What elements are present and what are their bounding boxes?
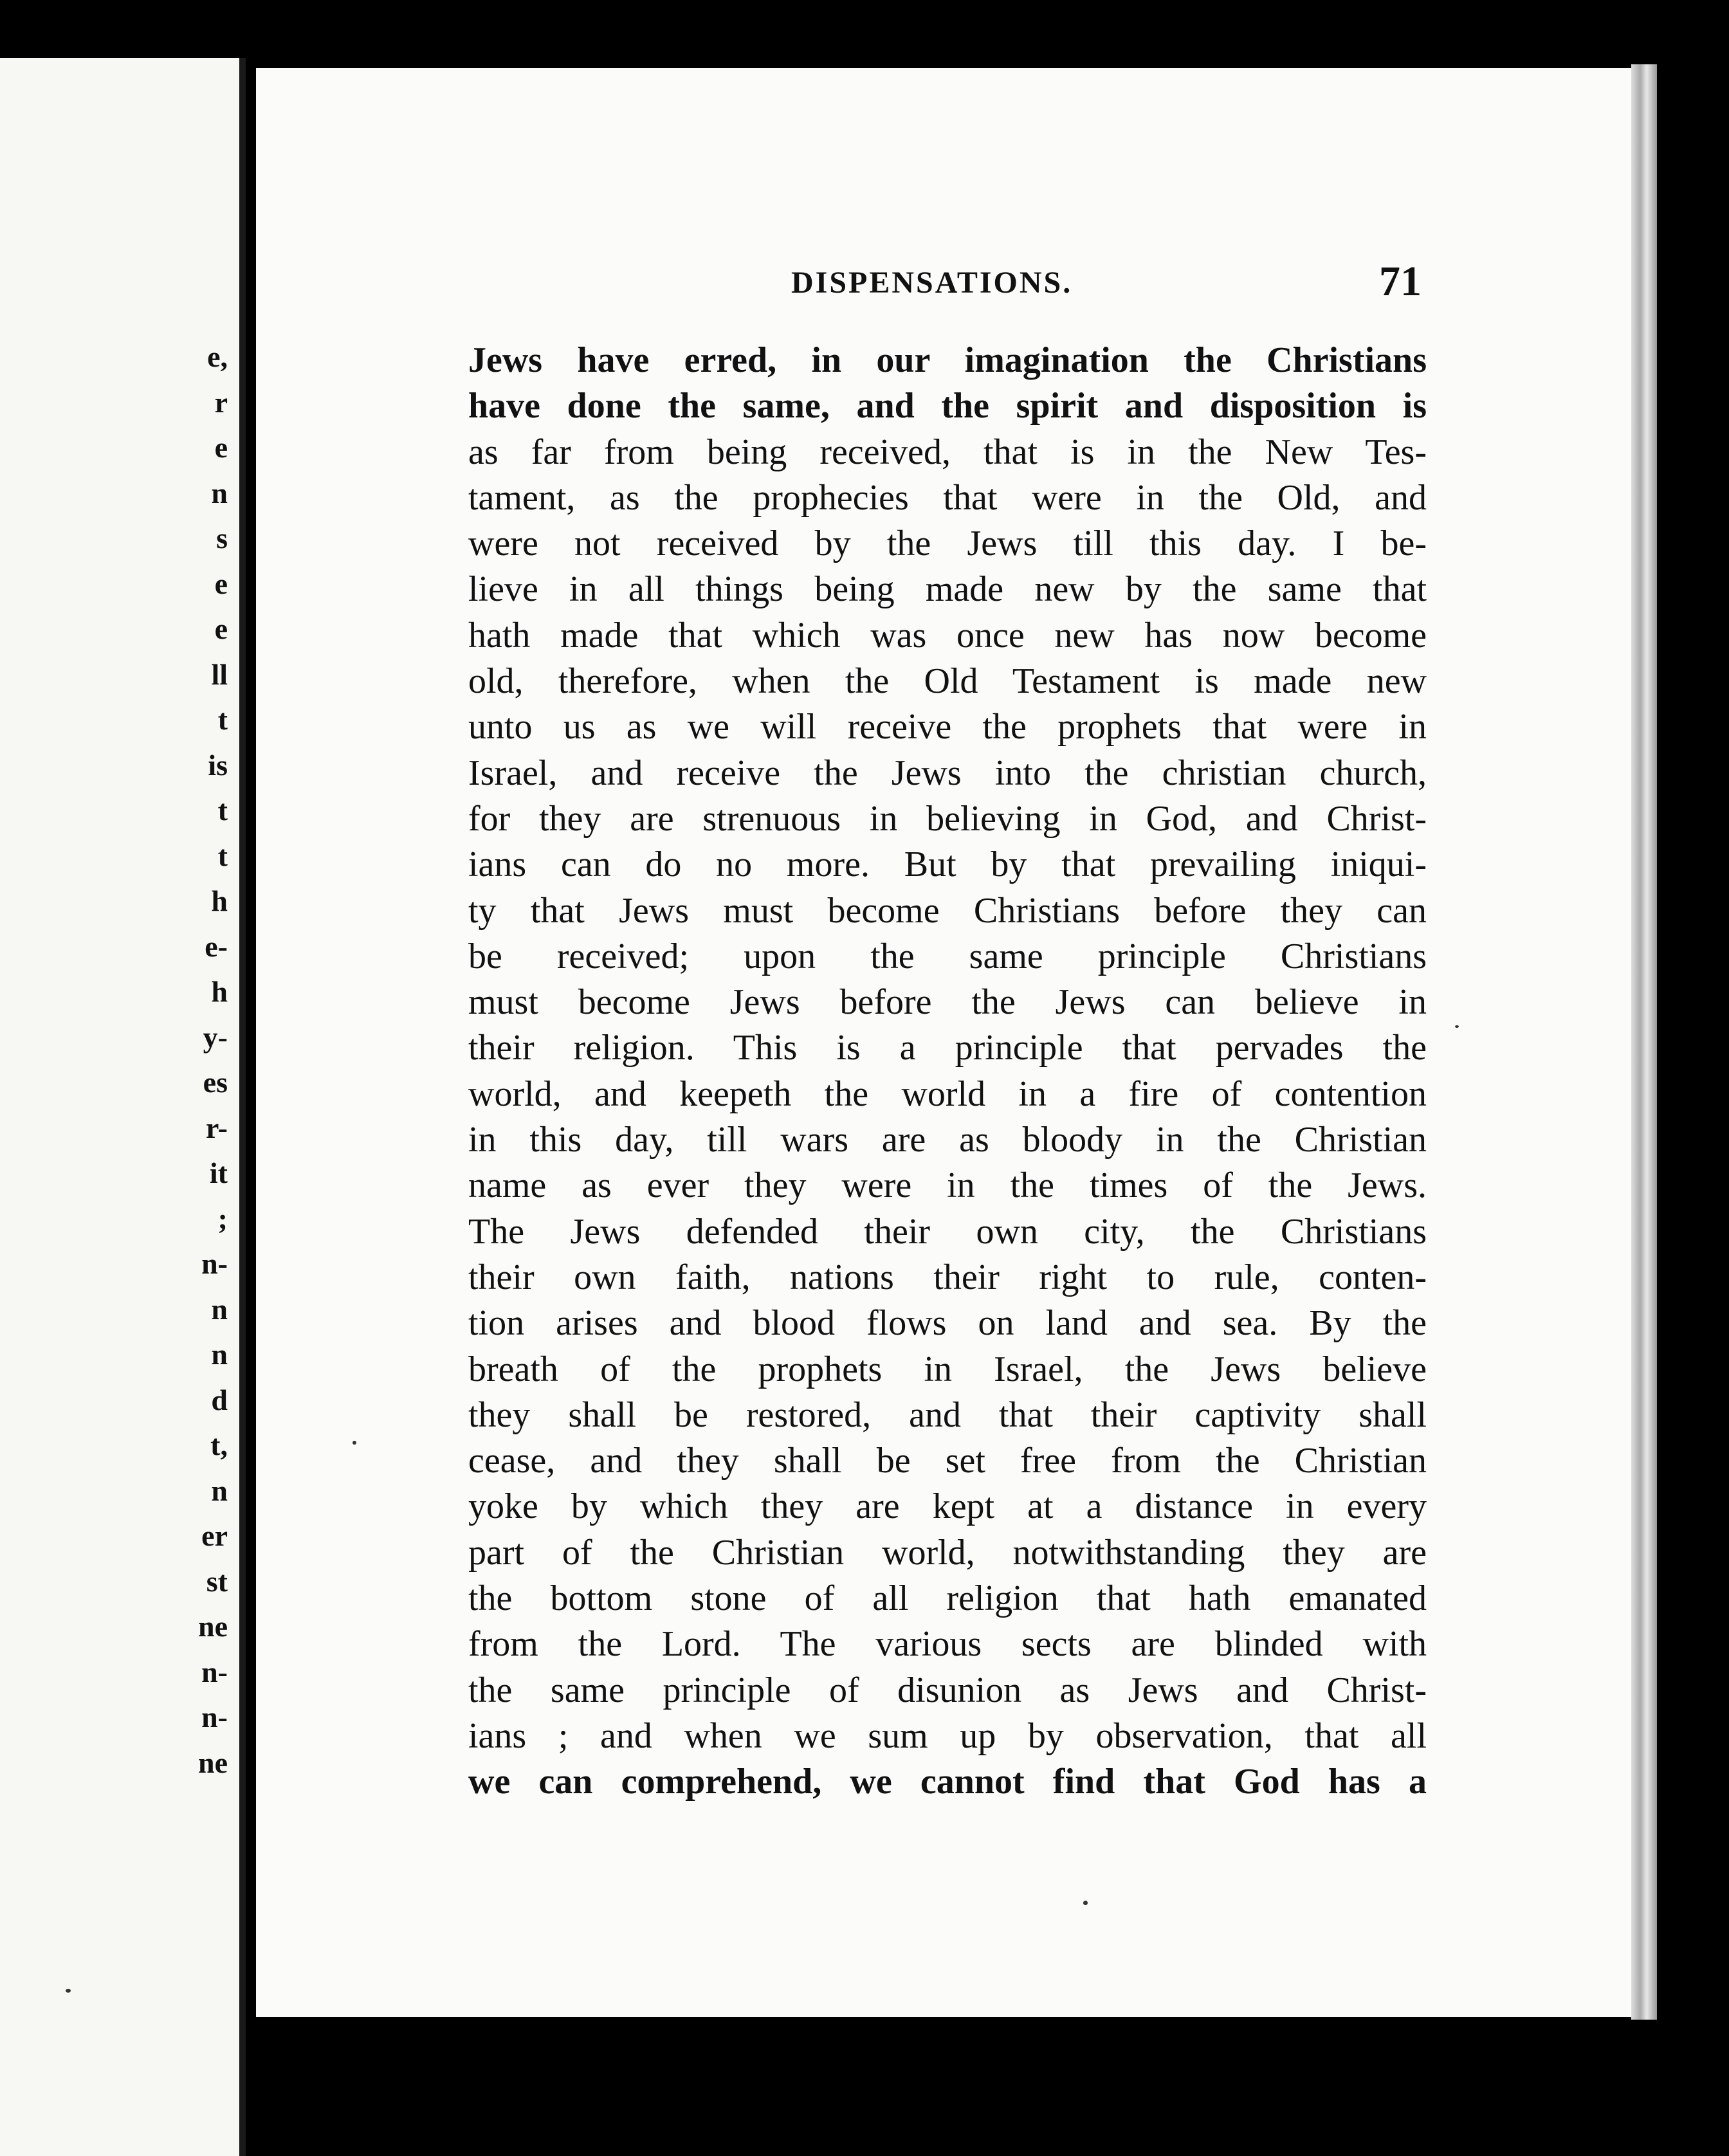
left-edge-fragment: is <box>208 748 228 781</box>
text-line: they shall be restored, and that their captivity shall <box>468 1394 1427 1435</box>
text-line: have done the same, and the spirit and disposition is <box>468 386 1427 426</box>
text-line: for they are strenuous in believing in God, and Christ- <box>468 798 1427 839</box>
text-line: ians ; and when we sum up by observation, that all <box>468 1715 1427 1756</box>
text-line: cease, and they shall be set free from the Christian <box>468 1441 1427 1481</box>
text-line: tion arises and blood flows on land and sea. By the <box>468 1303 1427 1344</box>
left-edge-fragment: n <box>211 1292 228 1326</box>
left-page <box>0 58 246 2156</box>
left-edge-fragment: n- <box>201 1655 228 1688</box>
ink-speck <box>1455 1025 1459 1028</box>
left-edge-fragment: ne <box>198 1610 228 1643</box>
text-line: old, therefore, when the Old Testament is made new <box>468 661 1427 702</box>
left-edge-fragment: ll <box>211 657 228 691</box>
left-edge-fragment: n- <box>201 1701 228 1733</box>
text-line: world, and keepeth the world in a fire of contention <box>468 1073 1427 1114</box>
left-edge-fragment: es <box>203 1066 228 1099</box>
text-line: part of the Christian world, notwithstanding they are <box>468 1532 1427 1573</box>
left-page-edge-text <box>170 334 228 1786</box>
left-edge-fragment: t <box>217 703 228 736</box>
text-line: be received; upon the same principle Christians <box>468 936 1427 976</box>
text-line: unto us as we will receive the prophets that were in <box>468 707 1427 747</box>
text-line: breath of the prophets in Israel, the Jews believe <box>468 1349 1427 1389</box>
left-edge-fragment: r- <box>205 1111 228 1144</box>
text-line: as far from being received, that is in the New Tes- <box>468 432 1427 472</box>
text-line: the bottom stone of all religion that hath emanated <box>468 1578 1427 1619</box>
left-edge-fragment: e <box>214 431 228 464</box>
text-line: the same principle of disunion as Jews and Christ- <box>468 1670 1427 1710</box>
left-edge-fragment: n <box>211 476 228 509</box>
page-edge <box>1631 64 1657 2020</box>
text-line: hath made that which was once new has now become <box>468 615 1427 655</box>
left-edge-fragment: st <box>206 1564 228 1598</box>
body-text <box>468 338 1427 1805</box>
left-edge-fragment: it <box>209 1156 228 1189</box>
left-edge-fragment: t <box>217 794 228 827</box>
left-edge-fragment: t, <box>210 1429 228 1461</box>
text-line: The Jews defended their own city, the Christians <box>468 1211 1427 1252</box>
left-edge-fragment: n <box>211 1474 228 1507</box>
left-edge-fragment: s <box>216 522 228 554</box>
text-line: in this day, till wars are as bloody in the Christian <box>468 1120 1427 1160</box>
ink-speck <box>1083 1901 1088 1905</box>
left-edge-fragment: d <box>211 1383 228 1416</box>
text-line: we can comprehend, we cannot find that God has a <box>468 1762 1427 1802</box>
page-number: 71 <box>1379 258 1422 305</box>
left-edge-fragment: ne <box>198 1746 228 1779</box>
left-edge-fragment: er <box>201 1519 228 1552</box>
text-line: from the Lord. The various sects are blinded with <box>468 1624 1427 1665</box>
left-edge-fragment: e <box>214 567 228 600</box>
left-edge-fragment: ; <box>217 1201 228 1235</box>
left-edge-fragment: n <box>211 1338 228 1371</box>
running-head <box>791 257 1422 309</box>
text-line: name as ever they were in the times of the Jews. <box>468 1165 1427 1206</box>
left-edge-fragment: e- <box>205 929 228 963</box>
text-line: ians can do no more. But by that prevailing iniqui- <box>468 845 1427 885</box>
text-line: Jews have erred, in our imagination the Christians <box>468 340 1427 380</box>
text-line: must become Jews before the Jews can believe in <box>468 982 1427 1023</box>
text-line: their religion. This is a principle that pervades the <box>468 1028 1427 1068</box>
text-line: Israel, and receive the Jews into the christian church, <box>468 753 1427 793</box>
running-title: DISPENSATIONS. <box>791 266 1073 300</box>
left-edge-fragment: t <box>217 839 228 872</box>
left-edge-fragment: e <box>214 612 228 645</box>
left-edge-fragment: h <box>211 975 228 1008</box>
left-edge-fragment: y- <box>203 1020 228 1054</box>
left-edge-fragment: e, <box>207 340 228 373</box>
ink-speck <box>352 1441 356 1445</box>
text-line: lieve in all things being made new by the same that <box>468 569 1427 610</box>
left-edge-fragment: n- <box>201 1247 228 1280</box>
ink-speck <box>66 1989 71 1993</box>
left-edge-fragment: r <box>214 385 228 419</box>
text-line: their own faith, nations their right to rule, conten- <box>468 1257 1427 1297</box>
text-line: ty that Jews must become Christians before they can <box>468 890 1427 931</box>
text-line: yoke by which they are kept at a distance in every <box>468 1486 1427 1527</box>
left-edge-fragment: h <box>211 884 228 917</box>
text-line: tament, as the prophecies that were in the Old, and <box>468 477 1427 518</box>
text-line: were not received by the Jews till this day. I be- <box>468 524 1427 564</box>
